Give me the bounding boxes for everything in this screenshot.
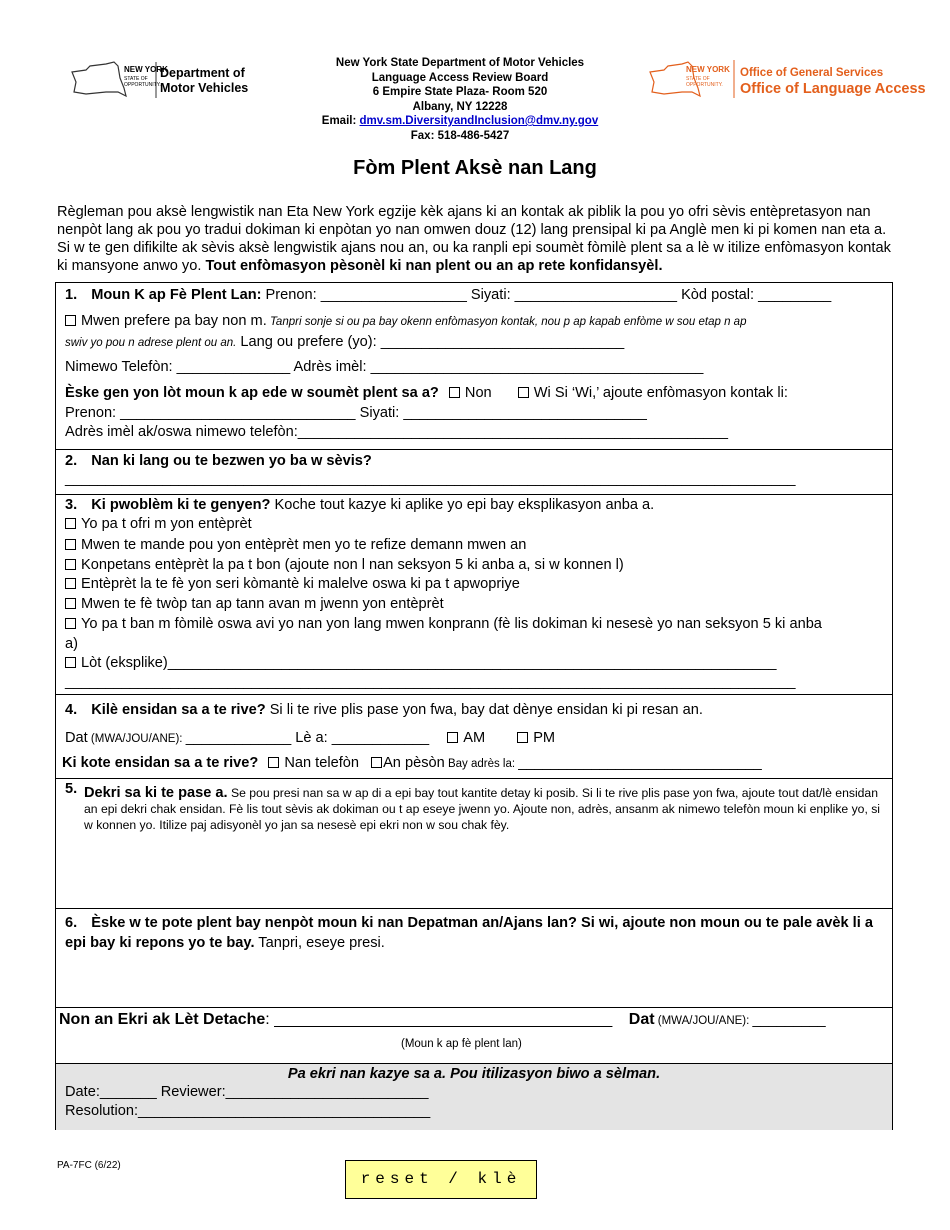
divider xyxy=(56,908,892,909)
office-use-block xyxy=(56,1064,892,1130)
office-use-resolution-field[interactable]: Resolution:____________________________________ xyxy=(65,1103,431,1119)
section5-text: Se pou presi nan sa w ap di a epi bay tout kantite detay ki posib. Si li te rive plis pase yon fwa, ajoute tout dat/lè ensidan an epi dekri chak ensidan. Fè lis tout sèvis ak dokiman ou t ap eseye jwenn yo. Ajoute non, adrès, ansanm ak nimewo telefòn moun ki enplike yo, si w konnen yo. Itilize paj adisyonèl yo jan sa nesesè epi ekri non w sou chak fèy. xyxy=(84,786,881,832)
dmv-logo-line1: Department of xyxy=(160,66,245,80)
language-preference-field[interactable]: Lang ou prefere (yo): ______________________________ xyxy=(236,334,625,350)
address-line2: Albany, NY 12228 xyxy=(412,100,508,113)
problem-option-4 xyxy=(65,576,520,592)
signature-field[interactable]: : ______________________________________ xyxy=(265,1011,613,1028)
header-contact-block xyxy=(290,56,630,143)
section5-number-row xyxy=(65,781,77,797)
section2-heading: Nan ki lang ou te bezwen yo ba w sèvis? xyxy=(91,453,372,469)
in-person-checkbox[interactable] xyxy=(371,757,382,768)
problem-option-3 xyxy=(65,557,624,573)
incident-date-field[interactable]: _____________ xyxy=(185,730,292,746)
other-field[interactable]: Lòt (eksplike)___________________________________________________________________________ xyxy=(81,655,777,671)
email-field[interactable]: Adrès imèl: _________________________________________ xyxy=(290,359,704,375)
incident-date-format: (MWA/JOU/ANE): xyxy=(87,733,186,745)
svg-text:STATE OF: STATE OF xyxy=(124,76,148,82)
helper-last-name-field[interactable]: Siyati: ______________________________ xyxy=(355,405,647,421)
section6-number: 6. xyxy=(65,915,78,931)
anonymous-checkbox[interactable] xyxy=(65,315,76,326)
section4-heading-row xyxy=(65,702,703,718)
other-checkbox[interactable] xyxy=(65,657,76,668)
problem-checkbox[interactable] xyxy=(65,518,76,529)
in-person-label: An pèsòn xyxy=(383,755,445,771)
problem-label: Konpetans entèprèt la pa t bon (ajoute non l nan seksyon 5 ki anba a, si w konnen l) xyxy=(81,557,624,573)
fax-line: Fax: 518-486-5427 xyxy=(410,129,510,142)
signature-caption: (Moun k ap fè plent lan) xyxy=(401,1038,522,1050)
section6-paragraph xyxy=(65,913,880,953)
complaint-form xyxy=(55,282,893,1130)
anonymous-note-cont: swiv yo pou n adrese plent ou an. xyxy=(65,337,237,349)
dmv-logo xyxy=(66,58,266,102)
reset-button[interactable]: reset / klè xyxy=(345,1160,537,1199)
signature-row xyxy=(59,1011,826,1029)
section3-heading: Ki pwoblèm ki te genyen? xyxy=(91,497,271,513)
section2-line-row xyxy=(65,471,795,487)
board-name: Language Access Review Board xyxy=(371,71,549,84)
section3-line-row xyxy=(65,674,795,690)
problem-option-1 xyxy=(65,516,252,532)
first-name-field[interactable]: Prenon: __________________ xyxy=(261,287,467,303)
section1-name-row xyxy=(65,287,831,303)
section2-row xyxy=(65,453,372,469)
ogs-logo-line2: Office of Language Access xyxy=(740,81,926,97)
divider xyxy=(56,1007,892,1008)
phone-label: Nan telefòn xyxy=(284,755,360,771)
email-link[interactable]: dmv.sm.DiversityandInclusion@dmv.ny.gov xyxy=(359,115,599,127)
signature-caption-row xyxy=(401,1035,522,1051)
anonymous-label: Mwen prefere pa bay non m. xyxy=(81,313,267,329)
signature-date-format: (MWA/JOU/ANE): xyxy=(654,1015,753,1027)
phone-checkbox[interactable] xyxy=(268,757,279,768)
signature-date-label: Dat xyxy=(628,1011,655,1028)
svg-text:STATE OF: STATE OF xyxy=(686,76,710,82)
problem-checkbox[interactable] xyxy=(65,539,76,550)
divider xyxy=(56,1063,892,1064)
svg-text:OPPORTUNITY.: OPPORTUNITY. xyxy=(686,82,723,88)
section5-heading: Dekri sa ki te pase a. xyxy=(84,785,228,801)
anonymous-note-row2 xyxy=(65,334,624,350)
section1-heading: Moun K ap Fè Plent Lan: xyxy=(91,287,262,303)
ogs-logo-line1: Office of General Services xyxy=(740,67,884,79)
problem-label: Mwen te fè twòp tan ap tann avan m jwenn yon entèprèt xyxy=(81,596,444,612)
address-line1: 6 Empire State Plaza- Room 520 xyxy=(372,86,548,98)
dmv-logo-line2: Motor Vehicles xyxy=(160,81,249,95)
am-checkbox[interactable] xyxy=(447,732,458,743)
language-needed-field[interactable]: __________________________________________________________________________________________ xyxy=(65,471,796,487)
svg-text:NEW YORK: NEW YORK xyxy=(686,65,730,74)
problem-option-6-cont xyxy=(65,636,78,652)
intro-paragraph xyxy=(57,203,899,275)
helper-name-row xyxy=(65,405,647,421)
problem-option-6 xyxy=(65,616,822,632)
helper-question: Èske gen yon lòt moun k ap ede w soumèt plent sa a? xyxy=(65,385,439,401)
section3-number: 3. xyxy=(65,497,78,513)
helper-question-row xyxy=(65,385,788,401)
problem-checkbox[interactable] xyxy=(65,578,76,589)
last-name-field[interactable]: Siyati: ____________________ xyxy=(466,287,678,303)
divider xyxy=(56,494,892,495)
incident-time-field[interactable]: Lè a: ____________ xyxy=(291,730,430,746)
section3-heading-row xyxy=(65,497,654,513)
helper-contact-row xyxy=(65,424,728,440)
address-field[interactable]: ______________________________ xyxy=(518,755,762,771)
form-code: PA-7FC (6/22) xyxy=(57,1160,121,1171)
zip-field[interactable]: Kòd postal: _________ xyxy=(677,287,832,303)
email-label: Email: xyxy=(321,115,360,127)
signature-date-field[interactable]: _________ xyxy=(752,1012,826,1028)
helper-first-name-field[interactable]: Prenon: _____________________________ xyxy=(65,405,356,421)
prior-complaint-area[interactable] xyxy=(56,955,892,1007)
problem-label-cont: a) xyxy=(65,636,78,652)
anonymous-row xyxy=(65,313,746,329)
problem-label: Yo pa t ofri m yon entèprèt xyxy=(81,516,252,532)
am-label: AM xyxy=(463,730,486,746)
section6-text: Tanpri, eseye presi. xyxy=(254,935,385,951)
section4-number: 4. xyxy=(65,702,78,718)
problem-checkbox[interactable] xyxy=(65,559,76,570)
problem-checkbox[interactable] xyxy=(65,618,76,629)
problem-other-row xyxy=(65,655,777,671)
svg-text:OPPORTUNITY.: OPPORTUNITY. xyxy=(124,82,161,88)
anonymous-note: Tanpri sonje si ou pa bay okenn enfòmasyon kontak, nou p ap kapab enfòme w sou etap n ap xyxy=(266,316,747,328)
helper-no-checkbox[interactable] xyxy=(449,387,460,398)
helper-contact-field[interactable]: Adrès imèl ak/oswa nimewo telefòn:_____________________________________________________ xyxy=(65,424,728,440)
problem-option-5 xyxy=(65,596,444,612)
problem-label: Yo pa t ban m fòmilè oswa avi yo nan yon lang mwen konprann (fè lis dokiman ki nesesè yo nan seksyon 5 ki anba xyxy=(81,616,822,632)
intro-text: Règleman pou aksè lengwistik nan Eta New York egzije kèk ajans ki an kontak ak piblik la pou yo ofri sèvis entèpretasyon nan nenpòt lang ak pou yo tradui dokiman ki enpòtan yo nan omwen douz (12) lang prensipal ki pa Anglè men ki pi komen nan eta a. Si w te gen difikilte ak sèvis aksè lengwistik ajans nou an, ou ka ranpli epi soumèt fòmilè plent sa a lè w itilize enfòmasyon kontak ki mansyone anwo yo. xyxy=(57,204,891,274)
section5-paragraph xyxy=(84,785,884,833)
office-use-date-row xyxy=(65,1084,429,1100)
section5-number: 5. xyxy=(65,781,78,797)
incident-location-row xyxy=(62,755,762,771)
email-line xyxy=(290,114,630,129)
office-use-date-field[interactable]: Date:_______ Reviewer:_________________________ xyxy=(65,1084,429,1100)
divider xyxy=(56,694,892,695)
address-label: Bay adrès la: xyxy=(444,758,519,770)
helper-if-yes: Si ‘Wi,’ ajoute enfòmasyon kontak li: xyxy=(550,385,788,401)
explanation-field[interactable]: __________________________________________________________________________________________ xyxy=(65,674,796,690)
phone-field[interactable]: Nimewo Telefòn: ______________ xyxy=(65,359,291,375)
section6-heading: Èske w te pote plent bay nenpòt moun ki nan Depatman an/Ajans lan? Si wi, ajoute non moun ou te pale avèk li a epi bay ki repons yo te bay. xyxy=(65,915,873,951)
problem-label: Entèprèt la te fè yon seri kòmantè ki malelve oswa ki pa t apwopriye xyxy=(81,576,520,592)
description-area[interactable] xyxy=(56,833,892,907)
agency-name: New York State Department of Motor Vehicles xyxy=(335,57,585,69)
office-use-resolution-row xyxy=(65,1103,430,1119)
problem-label: Mwen te mande pou yon entèprèt men yo te refize demann mwen an xyxy=(81,537,527,553)
section1-number: 1. xyxy=(65,287,78,303)
pm-checkbox[interactable] xyxy=(517,732,528,743)
divider xyxy=(56,778,892,779)
incident-date-label: Dat xyxy=(65,730,88,746)
page-title: Fòm Plent Aksè nan Lang xyxy=(353,157,597,179)
divider xyxy=(56,449,892,450)
ogs-logo xyxy=(646,58,926,102)
helper-no-label: Non xyxy=(464,385,492,401)
contact-row xyxy=(65,359,703,375)
svg-text:NEW YORK: NEW YORK xyxy=(124,65,168,74)
signature-label: Non an Ekri ak Lèt Detache xyxy=(59,1011,266,1028)
problem-checkbox[interactable] xyxy=(65,598,76,609)
incident-date-row xyxy=(65,730,555,746)
helper-yes-checkbox[interactable] xyxy=(518,387,529,398)
location-question: Ki kote ensidan sa a te rive? xyxy=(62,755,259,771)
helper-yes-label: Wi xyxy=(533,385,551,401)
section2-number: 2. xyxy=(65,453,78,469)
section4-heading: Kilè ensidan sa a te rive? xyxy=(91,702,266,718)
problem-option-2 xyxy=(65,537,526,553)
intro-bold-text: Tout enfòmasyon pèsonèl ki nan plent ou an ap rete konfidansyèl. xyxy=(205,258,663,274)
section4-instruction: Si li te rive plis pase yon fwa, bay dat dènye ensidan ki pi resan an. xyxy=(265,702,703,718)
pm-label: PM xyxy=(533,730,556,746)
office-use-heading: Pa ekri nan kazye sa a. Pou itilizasyon biwo a sèlman. xyxy=(287,1066,661,1082)
section3-instruction: Koche tout kazye ki aplike yo epi bay eksplikasyon anba a. xyxy=(270,497,655,513)
